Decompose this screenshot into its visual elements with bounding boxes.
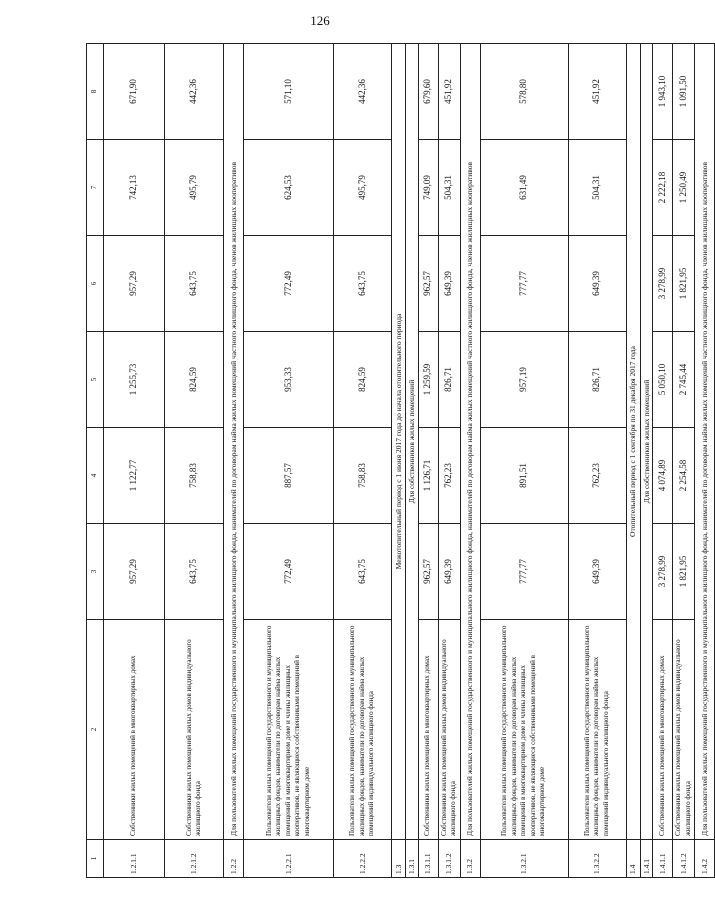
tariff-value: 758,83 (334, 428, 392, 524)
tariff-value: 1 821,95 (673, 524, 695, 620)
row-description: Пользователи жилых помещений государственного и муниципального жилищных фондов, наниматели по договорам найма жилых помещений в многоквартирном доме и члены жилищных кооперативов, не являющиеся собственниками помещений в многоквартирном доме (244, 620, 334, 840)
row-code: 1.4.1.2 (673, 840, 695, 878)
row-code: 1.2.2.2 (334, 840, 392, 878)
tariff-value: 442,36 (165, 44, 224, 140)
row-code: 1.3.1 (406, 840, 419, 878)
tariff-value: 824,59 (334, 332, 392, 428)
row-code: 1.3.2 (460, 840, 480, 878)
row-code: 1.4.1.1 (653, 840, 673, 878)
table-row (568, 44, 626, 878)
tariff-value: 824,59 (165, 332, 224, 428)
tariff-value: 891,51 (480, 428, 568, 524)
tariff-table (86, 43, 715, 878)
table-row (334, 44, 392, 878)
tariff-value: 758,83 (165, 428, 224, 524)
tariff-value: 772,49 (244, 236, 334, 332)
tariff-value: 1 126,71 (418, 428, 438, 524)
tariff-value: 762,23 (568, 428, 626, 524)
page-number: 126 (310, 13, 330, 28)
header-cell: 1 (87, 840, 104, 878)
row-code: 1.2.2 (224, 840, 244, 878)
table-row (406, 44, 419, 878)
tariff-value: 826,71 (438, 332, 460, 428)
table-row (695, 44, 715, 878)
table-row (460, 44, 480, 878)
header-cell: 8 (87, 44, 104, 140)
tariff-value: 772,49 (244, 524, 334, 620)
section-heading: Для собственников жилых помещений (406, 44, 419, 840)
tariff-value: 953,33 (244, 332, 334, 428)
row-code: 1.2.1.1 (104, 840, 165, 878)
row-description: Пользователи жилых помещений государственного и муниципального жилищных фондов, наниматели по договорам найма жилых помещений индивидуального жилищного фонда (334, 620, 392, 840)
tariff-value: 643,75 (165, 524, 224, 620)
tariff-value: 679,60 (418, 44, 438, 140)
tariff-value: 2 254,58 (673, 428, 695, 524)
row-description: Собственники жилых помещений жилых домов индивидуального жилищного фонда (673, 620, 695, 840)
row-description: Собственники жилых помещений в многоквартирных домах (653, 620, 673, 840)
tariff-value: 1 250,49 (673, 140, 695, 236)
header-row (87, 44, 104, 878)
row-description: Пользователи жилых помещений государственного и муниципального жилищных фондов, наниматели по договорам найма жилых помещений в многоквартирном доме и члены жилищных кооперативов, не являющиеся собственниками помещений в многоквартирном доме (480, 620, 568, 840)
tariff-value: 1 255,73 (104, 332, 165, 428)
rotated-table-page (86, 44, 709, 878)
section-heading: Межотопительный период с 1 июня 2017 года до начала отопительного периода (392, 44, 406, 840)
header-cell: 3 (87, 524, 104, 620)
table-row (244, 44, 334, 878)
tariff-value: 442,36 (334, 44, 392, 140)
tariff-value: 495,79 (334, 140, 392, 236)
tariff-value: 749,09 (418, 140, 438, 236)
tariff-value: 777,77 (480, 236, 568, 332)
header-cell: 7 (87, 140, 104, 236)
table-row (392, 44, 406, 878)
row-code: 1.2.1.2 (165, 840, 224, 878)
row-code: 1.2.2.1 (244, 840, 334, 878)
tariff-value: 624,53 (244, 140, 334, 236)
tariff-value: 451,92 (438, 44, 460, 140)
section-heading: Для пользователей жилых помещений государственного и муниципального жилищного фонда, нанимателей по договорам найма жилых помещений частного жилищного фонда, членов жилищных кооперативов (460, 44, 480, 840)
header-cell: 6 (87, 236, 104, 332)
tariff-value: 643,75 (165, 236, 224, 332)
tariff-value: 1 259,59 (418, 332, 438, 428)
tariff-value: 649,39 (568, 236, 626, 332)
tariff-value: 2 222,18 (653, 140, 673, 236)
row-code: 1.4.2 (695, 840, 715, 878)
tariff-value: 504,31 (438, 140, 460, 236)
row-code: 1.3.1.2 (438, 840, 460, 878)
tariff-value: 1 943,10 (653, 44, 673, 140)
row-code: 1.3 (392, 840, 406, 878)
table-row (673, 44, 695, 878)
header-cell: 5 (87, 332, 104, 428)
tariff-value: 3 278,99 (653, 524, 673, 620)
tariff-value: 5 050,10 (653, 332, 673, 428)
tariff-value: 649,39 (438, 236, 460, 332)
row-code: 1.3.2.1 (480, 840, 568, 878)
row-code: 1.3.1.1 (418, 840, 438, 878)
tariff-value: 504,31 (568, 140, 626, 236)
tariff-value: 451,92 (568, 44, 626, 140)
row-description: Собственники жилых помещений жилых домов индивидуального жилищного фонда (438, 620, 460, 840)
table-row (104, 44, 165, 878)
tariff-value: 887,57 (244, 428, 334, 524)
tariff-value: 671,90 (104, 44, 165, 140)
tariff-value: 1 091,50 (673, 44, 695, 140)
row-description: Пользователи жилых помещений государственного и муниципального жилищных фондов, наниматели по договорам найма жилых помещений индивидуального жилищного фонда (568, 620, 626, 840)
section-heading: Для собственников жилых помещений (640, 44, 653, 840)
tariff-value: 4 074,89 (653, 428, 673, 524)
table-row (653, 44, 673, 878)
tariff-value: 495,79 (165, 140, 224, 236)
tariff-value: 957,29 (104, 236, 165, 332)
tariff-value: 962,57 (418, 524, 438, 620)
table-row (165, 44, 224, 878)
table-row (438, 44, 460, 878)
section-heading: Для пользователей жилых помещений государственного и муниципального жилищного фонда, нанимателей по договорам найма жилых помещений частного жилищного фонда, членов жилищных кооперативов (224, 44, 244, 840)
row-description: Собственники жилых помещений в многоквартирных домах (418, 620, 438, 840)
tariff-value: 962,57 (418, 236, 438, 332)
row-description: Собственники жилых помещений в многоквартирных домах (104, 620, 165, 840)
tariff-value: 578,80 (480, 44, 568, 140)
tariff-value: 3 278,99 (653, 236, 673, 332)
tariff-value: 762,23 (438, 428, 460, 524)
tariff-value: 777,77 (480, 524, 568, 620)
tariff-value: 643,75 (334, 236, 392, 332)
table-row (626, 44, 640, 878)
tariff-value: 957,29 (104, 524, 165, 620)
tariff-value: 649,39 (438, 524, 460, 620)
table-row (480, 44, 568, 878)
tariff-value: 1 122,77 (104, 428, 165, 524)
table-row (224, 44, 244, 878)
row-code: 1.4.1 (640, 840, 653, 878)
row-description: Собственники жилых помещений жилых домов индивидуального жилищного фонда (165, 620, 224, 840)
section-heading: Отопительный период с 1 сентября по 31 декабря 2017 года (626, 44, 640, 840)
table-row (640, 44, 653, 878)
tariff-value: 571,10 (244, 44, 334, 140)
tariff-value: 631,49 (480, 140, 568, 236)
row-code: 1.3.2.2 (568, 840, 626, 878)
tariff-value: 742,13 (104, 140, 165, 236)
tariff-value: 2 745,44 (673, 332, 695, 428)
header-cell: 2 (87, 620, 104, 840)
tariff-value: 1 821,95 (673, 236, 695, 332)
header-cell: 4 (87, 428, 104, 524)
tariff-value: 957,19 (480, 332, 568, 428)
table-body (104, 44, 715, 878)
table-row (418, 44, 438, 878)
tariff-value: 826,71 (568, 332, 626, 428)
tariff-value: 649,39 (568, 524, 626, 620)
row-code: 1.4 (626, 840, 640, 878)
section-heading: Для пользователей жилых помещений государственного и муниципального жилищного фонда, нанимателей по договорам найма жилых помещений частного жилищного фонда, членов жилищных кооперативов (695, 44, 715, 840)
tariff-value: 643,75 (334, 524, 392, 620)
